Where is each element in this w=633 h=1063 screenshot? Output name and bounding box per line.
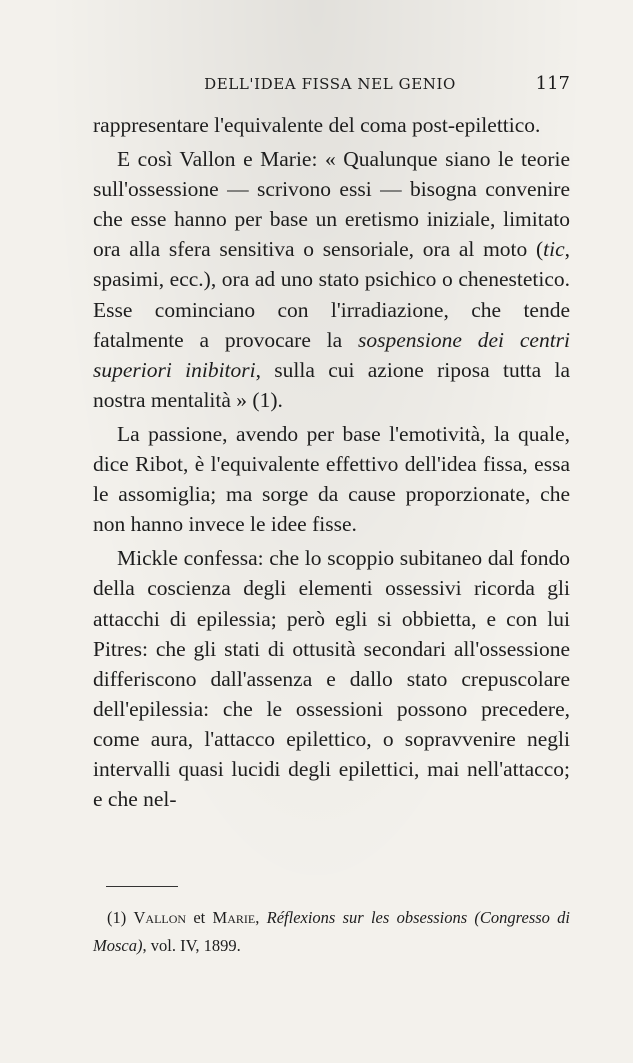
text-span: et (186, 908, 213, 927)
text-span: Mickle confessa: che lo scoppio subitaneo dal fondo della coscienza degli elementi ossessivi ricorda gli attacchi di epilessia; però egli si obbietta, e con lui Pitres: che gli stati di ottusità secondari all'ossessione differiscono dall'assenza e dallo stato crepuscolare dell'epilessia: che le ossessioni possono precedere, come aura, l'attacco epilettico, o sopravvenire negli intervalli quasi lucidi degli epilettici, mai nell'attacco; e che nel- (93, 546, 570, 812)
author-name: Vallon (133, 908, 187, 927)
running-head (90, 72, 570, 96)
text-span: E così Vallon e Marie: « Qualunque siano le teorie sull'ossessione — scrivono essi — bisogna convenire che esse hanno per base un eretismo iniziale, limitato ora alla sfera sensitiva o sensoriale, ora al moto ( (93, 147, 570, 262)
text-span: La passione, avendo per base l'emotività, la quale, dice Ribot, è l'equivalente effettivo dell'idea fissa, essa le assomiglia; ma sorge da cause proporzionate, che non hanno invece le idee fisse. (93, 421, 570, 537)
italic-span: sospensione dei centri superiori inibitori (93, 327, 571, 382)
text-span: , vol. IV, 1899. (142, 936, 241, 955)
footnote (93, 904, 570, 960)
text-span: , (255, 908, 267, 927)
page-number: 117 (535, 73, 570, 94)
paragraph (93, 543, 570, 814)
text-span: (1) (107, 908, 134, 927)
paragraph (93, 144, 570, 415)
text-span: , sulla cui azione riposa tutta la nostra mentalità » (1). (93, 357, 571, 412)
footnote-text (93, 904, 570, 960)
running-title: DELL'IDEA FISSA NEL GENIO (204, 75, 456, 93)
italic-span: Réflexions sur les obsessions (Congresso di Mosca) (93, 908, 571, 955)
italic-span: tic (543, 237, 565, 262)
footnote-rule (106, 886, 178, 887)
paragraph (93, 419, 570, 539)
paragraph (93, 110, 570, 140)
author-name: Marie (212, 908, 256, 927)
text-span: , spasimi, ecc.), ora ad uno stato psichico o chenestetico. Esse cominciano con l'irradiazione, che tende fatalmente a provocare la (93, 237, 570, 352)
body-text (93, 110, 570, 814)
text-span: rappresentare l'equivalente del coma post-epilettico. (93, 113, 541, 137)
